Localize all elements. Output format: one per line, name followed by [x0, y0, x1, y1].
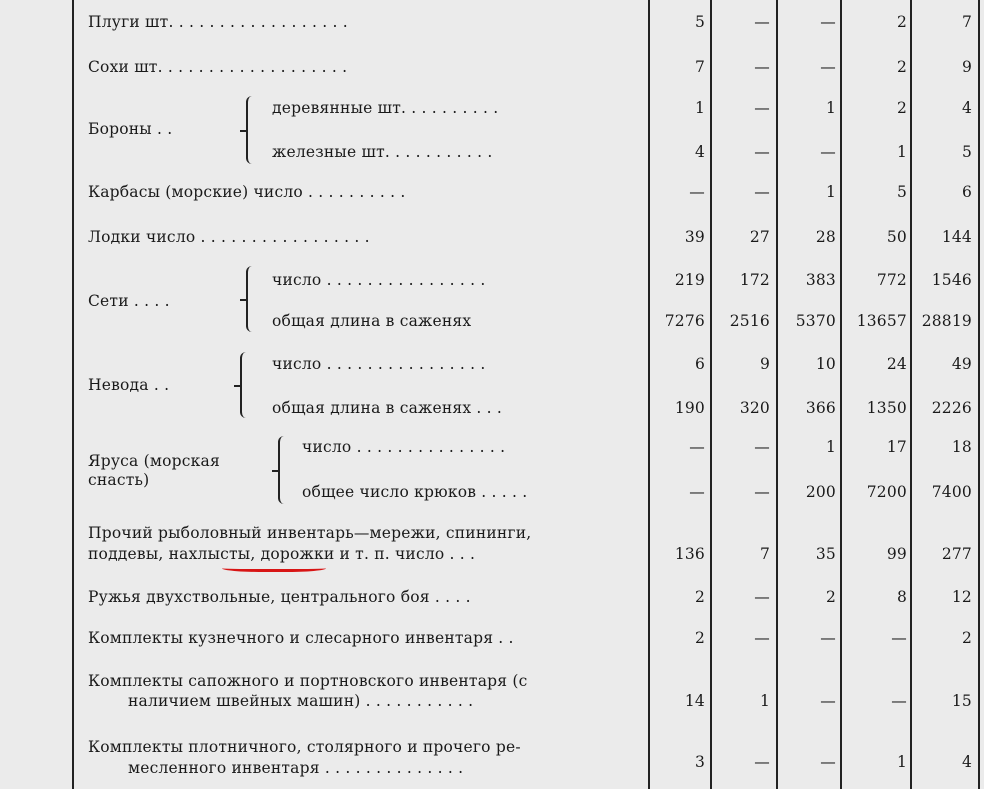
value-cell: 14 [684, 692, 705, 710]
value-cell: 2 [694, 629, 705, 647]
value-cell: 18 [951, 438, 972, 456]
group-label: Яруса (морская [88, 452, 220, 470]
value-cell: — [689, 483, 705, 501]
row-label: Прочий рыболовный инвентарь—мережи, спининги, [88, 524, 532, 542]
value-cell: 2 [825, 588, 836, 606]
value-cell: 1350 [866, 399, 907, 417]
table-row [0, 752, 984, 782]
value-cell: 4 [694, 143, 705, 161]
value-cell: 7400 [931, 483, 972, 501]
value-cell: 172 [739, 271, 770, 289]
value-cell: — [689, 438, 705, 456]
value-cell: 2 [896, 99, 907, 117]
value-cell: 10 [815, 355, 836, 373]
table-row [0, 482, 984, 512]
value-cell: 4 [961, 753, 972, 771]
value-cell: 200 [805, 483, 836, 501]
value-cell: 6 [694, 355, 705, 373]
table-row [0, 691, 984, 721]
value-cell: — [754, 13, 770, 31]
table-row [0, 227, 984, 257]
value-cell: 5370 [795, 312, 836, 330]
table-row [0, 57, 984, 87]
value-cell: 5 [896, 183, 907, 201]
row-sublabel: общее число крюков . . . . . [302, 483, 528, 501]
value-cell: 3 [694, 753, 705, 771]
value-cell: 17 [886, 438, 907, 456]
value-cell: — [820, 143, 836, 161]
table-row [0, 398, 984, 428]
group-label: снасть) [88, 471, 150, 489]
value-cell: 9 [759, 355, 770, 373]
row-label: Лодки число . . . . . . . . . . . . . . . . . [88, 228, 370, 246]
value-cell: 219 [674, 271, 705, 289]
value-cell: 9 [961, 58, 972, 76]
value-cell: 4 [961, 99, 972, 117]
row-sublabel: железные шт. . . . . . . . . . . [272, 143, 493, 161]
value-cell: 8 [896, 588, 907, 606]
value-cell: — [820, 629, 836, 647]
value-cell: 383 [805, 271, 836, 289]
row-sublabel: число . . . . . . . . . . . . . . . . [272, 355, 486, 373]
value-cell: 2 [896, 58, 907, 76]
value-cell: 7200 [866, 483, 907, 501]
table-row [0, 98, 984, 128]
value-cell: 39 [684, 228, 705, 246]
row-sublabel: общая длина в саженях [272, 312, 472, 330]
row-label-continuation: месленного инвентаря . . . . . . . . . . . . . . [128, 759, 464, 777]
value-cell: 50 [886, 228, 907, 246]
table-row [0, 628, 984, 658]
table-row [0, 12, 984, 42]
value-cell: 12 [951, 588, 972, 606]
table-row [0, 354, 984, 384]
value-cell: 190 [674, 399, 705, 417]
value-cell: 1546 [931, 271, 972, 289]
value-cell: 5 [694, 13, 705, 31]
value-cell: 28819 [921, 312, 972, 330]
value-cell: 99 [886, 545, 907, 563]
value-cell: 27 [749, 228, 770, 246]
value-cell: 277 [941, 545, 972, 563]
red-underline-annotation [222, 563, 326, 572]
value-cell: 13657 [856, 312, 907, 330]
row-sublabel: число . . . . . . . . . . . . . . . . [272, 271, 486, 289]
value-cell: 2 [961, 629, 972, 647]
row-label: Сохи шт. . . . . . . . . . . . . . . . . . . [88, 58, 348, 76]
row-label-continuation: поддевы, нахлысты, дорожки и т. п. число . . . [88, 545, 476, 563]
row-label: Ружья двухствольные, центрального боя . . . . [88, 588, 471, 606]
value-cell: 49 [951, 355, 972, 373]
value-cell: 772 [876, 271, 907, 289]
row-sublabel: общая длина в саженях . . . [272, 399, 503, 417]
value-cell: 2 [896, 13, 907, 31]
value-cell: — [891, 629, 907, 647]
value-cell: — [820, 58, 836, 76]
table-row [0, 437, 984, 467]
value-cell: 1 [825, 183, 836, 201]
value-cell: — [754, 629, 770, 647]
value-cell: — [754, 753, 770, 771]
value-cell: 7276 [664, 312, 705, 330]
value-cell: — [754, 183, 770, 201]
value-cell: 24 [886, 355, 907, 373]
value-cell: 7 [694, 58, 705, 76]
value-cell: — [754, 438, 770, 456]
value-cell: — [820, 13, 836, 31]
value-cell: 5 [961, 143, 972, 161]
value-cell: 6 [961, 183, 972, 201]
row-label: Комплекты кузнечного и слесарного инвентаря . . [88, 629, 514, 647]
value-cell: 1 [759, 692, 770, 710]
row-label-continuation: наличием швейных машин) . . . . . . . . . . . [128, 692, 474, 710]
group-label: Сети . . . . [88, 292, 170, 310]
value-cell: 2226 [931, 399, 972, 417]
value-cell: — [820, 753, 836, 771]
value-cell: — [891, 692, 907, 710]
row-sublabel: деревянные шт. . . . . . . . . . [272, 99, 499, 117]
table-row [0, 311, 984, 341]
value-cell: — [754, 58, 770, 76]
value-cell: 28 [815, 228, 836, 246]
value-cell: 7 [961, 13, 972, 31]
value-cell: 15 [951, 692, 972, 710]
row-label: Комплекты сапожного и портновского инвентаря (с [88, 672, 528, 690]
value-cell: 136 [674, 545, 705, 563]
table-row [0, 142, 984, 172]
value-cell: 1 [825, 99, 836, 117]
value-cell: 1 [825, 438, 836, 456]
value-cell: — [754, 99, 770, 117]
row-label: Плуги шт. . . . . . . . . . . . . . . . . . [88, 13, 348, 31]
value-cell: 144 [941, 228, 972, 246]
value-cell: 2 [694, 588, 705, 606]
value-cell: — [820, 692, 836, 710]
row-sublabel: число . . . . . . . . . . . . . . . [302, 438, 506, 456]
value-cell: — [754, 143, 770, 161]
group-label: Бороны . . [88, 120, 173, 138]
value-cell: — [689, 183, 705, 201]
table-row [0, 270, 984, 300]
group-label: Невода . . [88, 376, 170, 394]
table-row [0, 587, 984, 617]
value-cell: — [754, 483, 770, 501]
value-cell: 1 [694, 99, 705, 117]
value-cell: 7 [759, 545, 770, 563]
table-row [0, 544, 984, 574]
value-cell: 1 [896, 143, 907, 161]
value-cell: — [754, 588, 770, 606]
value-cell: 366 [805, 399, 836, 417]
value-cell: 1 [896, 753, 907, 771]
value-cell: 2516 [729, 312, 770, 330]
value-cell: 320 [739, 399, 770, 417]
row-label: Комплекты плотничного, столярного и прочего ре- [88, 738, 521, 756]
value-cell: 35 [815, 545, 836, 563]
table-row [0, 182, 984, 212]
row-label: Карбасы (морские) число . . . . . . . . . . [88, 183, 406, 201]
